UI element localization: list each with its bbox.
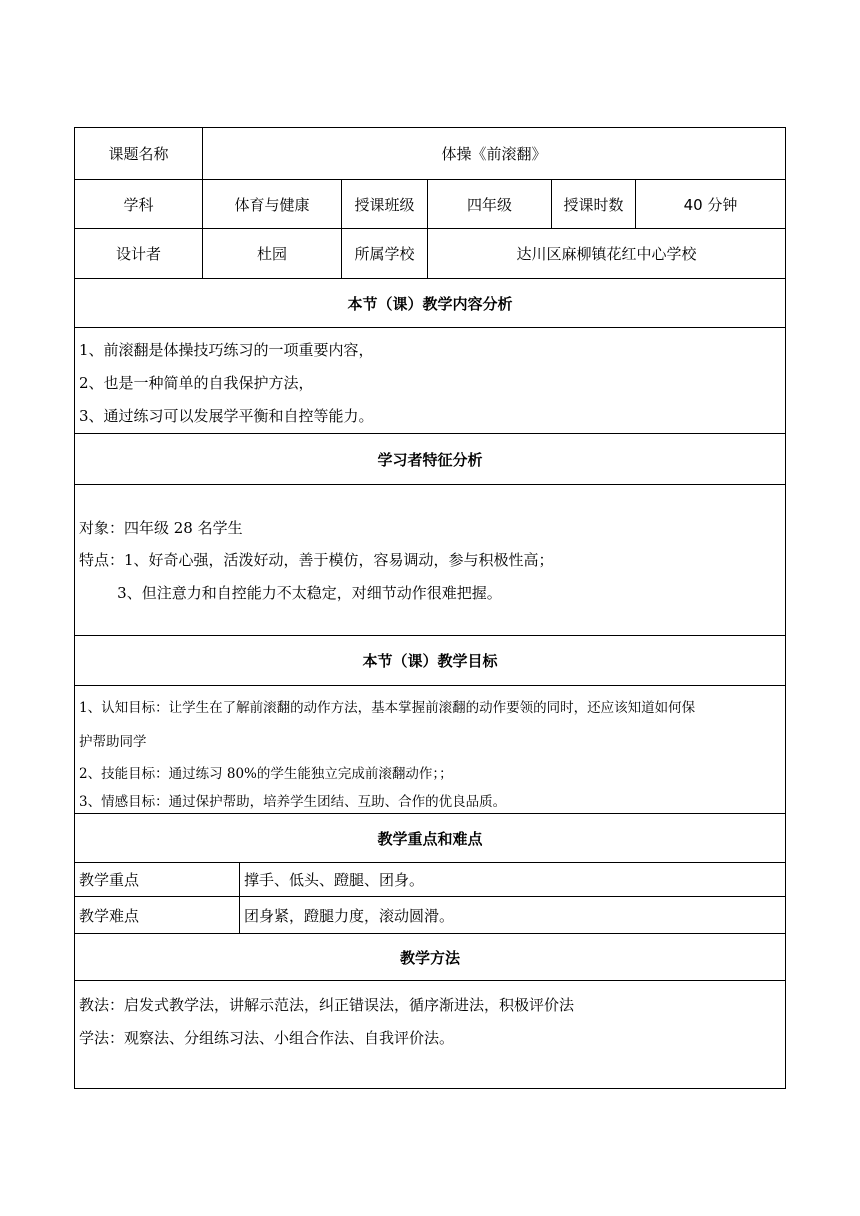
- course-value: 体操《前滚翻》: [441, 145, 547, 163]
- content-line: 3、通过练习可以发展学平衡和自控等能力。: [79, 407, 374, 425]
- objectives-body: [75, 686, 785, 814]
- difficulty-row: [75, 897, 785, 934]
- row-designer: [75, 229, 785, 279]
- content-analysis-header: [75, 279, 785, 328]
- learner-line: 3、但注意力和自控能力不太稳定，对细节动作很难把握。: [79, 584, 502, 602]
- learner-line: 对象：四年级 28 名学生: [79, 519, 243, 537]
- row-subject: [75, 180, 785, 229]
- class-label: 授课班级: [342, 180, 428, 228]
- content-line: 2、也是一种简单的自我保护方法，: [79, 374, 314, 392]
- class-value: 四年级: [428, 180, 552, 228]
- objectives-title: 本节（课）教学目标: [362, 652, 498, 670]
- key-points-title: 教学重点和难点: [377, 829, 483, 848]
- key-point-label: 教学重点: [75, 863, 240, 896]
- content-analysis-body: [75, 328, 785, 434]
- learner-analysis-body: [75, 485, 785, 636]
- content-line: 1、前滚翻是体操技巧练习的一项重要内容，: [79, 341, 374, 359]
- difficulty-label: 教学难点: [75, 897, 240, 933]
- key-point-row: [75, 863, 785, 897]
- objective-line: 2、技能目标：通过练习 80%的学生能独立完成前滚翻动作；；: [79, 766, 453, 782]
- school-value: 达川区麻柳镇花红中心学校: [516, 245, 697, 263]
- subject-label: 学科: [75, 180, 203, 228]
- method-line: 教法：启发式教学法，讲解示范法，纠正错误法，循序渐进法，积极评价法: [79, 996, 575, 1014]
- designer-label: 设计者: [75, 229, 203, 278]
- learner-analysis-title: 学习者特征分析: [377, 450, 483, 469]
- row-course: [75, 128, 785, 180]
- hours-value: 40 分钟: [683, 195, 738, 214]
- learner-analysis-header: [75, 434, 785, 485]
- school-label: 所属学校: [342, 229, 428, 278]
- hours-label: 授课时数: [552, 180, 636, 228]
- methods-title: 教学方法: [399, 948, 460, 967]
- designer-value: 杜园: [203, 229, 342, 278]
- subject-value: 体育与健康: [203, 180, 342, 228]
- lesson-plan-table: [74, 127, 786, 1089]
- course-label: 课题名称: [75, 128, 203, 179]
- key-point-value: 撑手、低头、蹬腿、团身。: [244, 871, 425, 889]
- objective-line: 护帮助同学: [79, 734, 147, 750]
- content-analysis-title: 本节（课）教学内容分析: [347, 294, 513, 313]
- key-points-header: [75, 814, 785, 863]
- methods-body: [75, 981, 785, 1088]
- objective-line: 1、认知目标：让学生在了解前滚翻的动作方法，基本掌握前滚翻的动作要领的同时，还应该知道如何保: [79, 700, 696, 716]
- objective-line: 3、情感目标：通过保护帮助，培养学生团结、互助、合作的优良品质。: [79, 794, 507, 810]
- method-line: 学法：观察法、分组练习法、小组合作法、自我评价法。: [79, 1029, 455, 1047]
- methods-header: [75, 934, 785, 981]
- objectives-header: [75, 636, 785, 686]
- learner-line: 特点：1、好奇心强，活泼好动，善于模仿，容易调动，参与积极性高；: [79, 551, 554, 569]
- difficulty-value: 团身紧，蹬腿力度，滚动圆滑。: [244, 906, 455, 925]
